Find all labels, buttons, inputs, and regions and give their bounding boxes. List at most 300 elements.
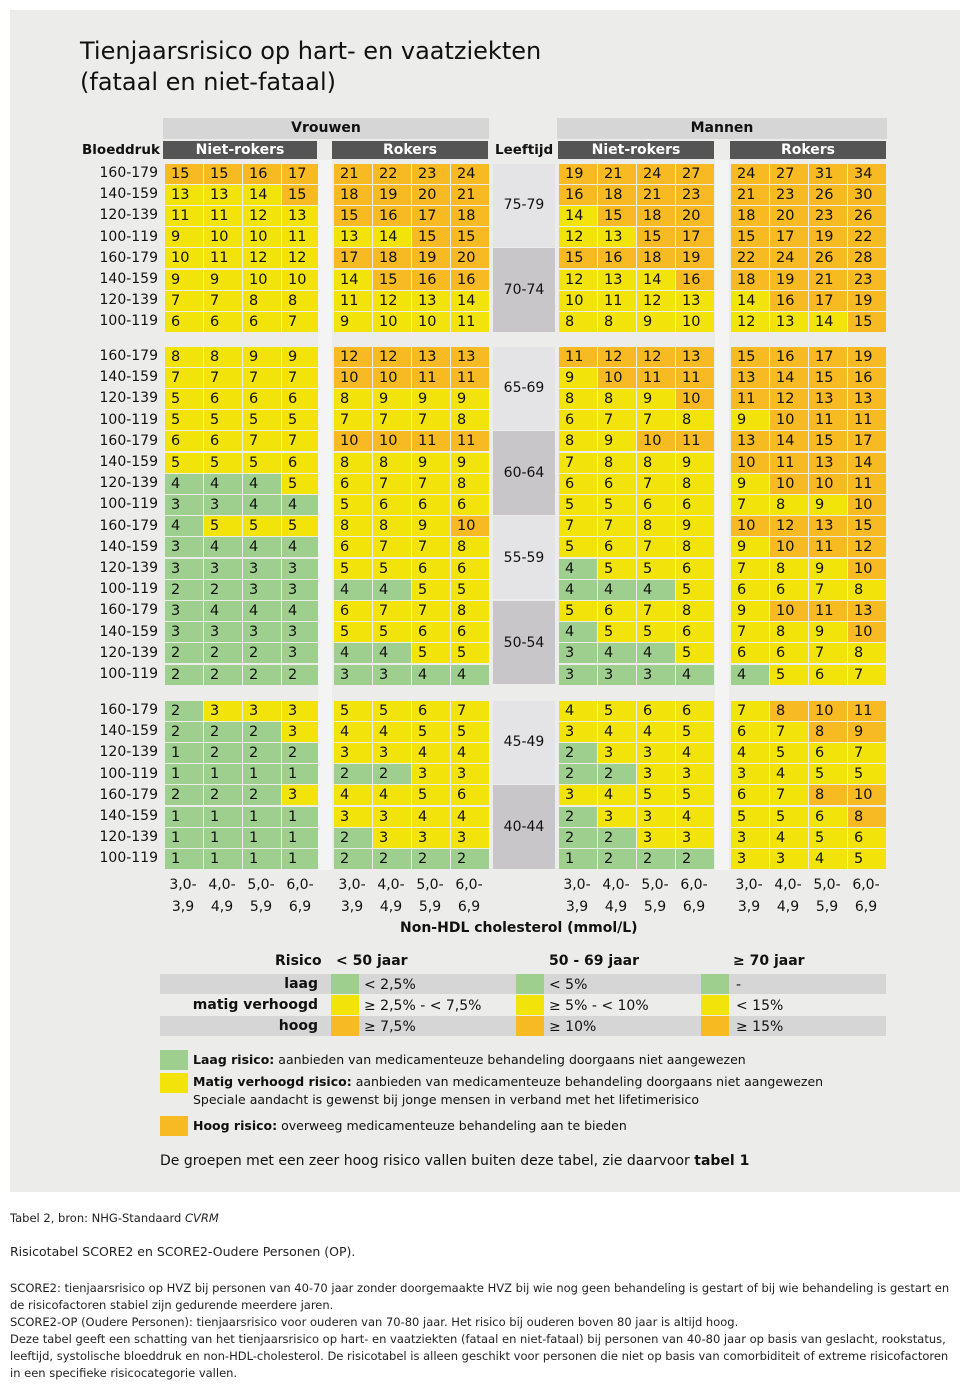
risk-cell: 11 — [637, 368, 675, 388]
risk-cell: 2 — [204, 643, 242, 663]
risk-cell: 6 — [809, 807, 847, 827]
risk-cell: 1 — [282, 764, 320, 784]
risk-cell: 10 — [598, 368, 636, 388]
risk-cell: 3 — [334, 743, 372, 763]
risk-cell: 3 — [559, 643, 597, 663]
risk-cell: 5 — [373, 559, 411, 579]
risk-cell: 8 — [598, 389, 636, 409]
risk-cell: 4 — [334, 785, 372, 805]
cholesterol-label-bottom: 4,9 — [210, 899, 234, 915]
bp-label: 120-139 — [99, 560, 158, 576]
risk-cell: 15 — [731, 347, 769, 367]
note-text: De groepen met een zeer hoog risico vallen buiten deze tabel, zie daarvoor tabel 1 — [160, 1153, 750, 1169]
risk-cell: 11 — [848, 410, 886, 430]
bp-label: 120-139 — [99, 390, 158, 407]
cholesterol-label-top: 6,0- — [455, 877, 483, 893]
risk-cell: 10 — [731, 453, 769, 473]
legend-label-low: laag — [284, 976, 318, 992]
risk-cell: 17 — [848, 431, 886, 451]
bp-label: 140-159 — [99, 723, 158, 740]
cholesterol-label — [332, 874, 372, 918]
risk-cell: 7 — [731, 701, 769, 721]
risk-cell: 4 — [637, 580, 675, 600]
risk-cell: 7 — [282, 431, 320, 451]
bp-label: 140-159 — [99, 623, 158, 640]
risk-cell: 2 — [243, 722, 281, 742]
risk-cell: 10 — [848, 559, 886, 579]
risk-cell: 3 — [676, 764, 714, 784]
risk-cell: 15 — [373, 270, 411, 290]
risk-cell: 6 — [676, 622, 714, 642]
bp-label: 120-139 — [99, 207, 158, 224]
risk-cell: 11 — [848, 701, 886, 721]
risk-cell: 19 — [848, 347, 886, 367]
footer-paragraph-3: Deze tabel geeft een schatting van het tienjaarsrisico op hart- en vaatziekten (fataal en niet-fataal) bij personen van 40-80 jaar op basis van geslacht, rookstatus, leeftijd, systolische bloeddruk en non-HDL-cholesterol. De risicotabel is alleen geschikt voor personen die niet op basis van comorbiditeit of extreme risicofactoren in een specifieke risicocategorie vallen. — [10, 1332, 949, 1380]
risk-cell: 5 — [165, 389, 203, 409]
risk-cell: 2 — [637, 849, 675, 869]
risk-cell: 7 — [731, 495, 769, 515]
risk-cell: 8 — [451, 601, 489, 621]
risk-cell: 8 — [334, 453, 372, 473]
risk-cell: 5 — [373, 701, 411, 721]
risk-cell: 3 — [373, 807, 411, 827]
risk-cell: 21 — [731, 185, 769, 205]
risk-cell: 11 — [334, 291, 372, 311]
risk-cell: 10 — [412, 312, 450, 332]
risk-cell: 8 — [559, 389, 597, 409]
risk-cell: 11 — [598, 291, 636, 311]
cholesterol-label — [596, 874, 636, 918]
risk-cell: 1 — [243, 764, 281, 784]
risk-cell: 2 — [243, 785, 281, 805]
risk-cell: 15 — [637, 227, 675, 247]
risk-cell: 16 — [770, 347, 808, 367]
risk-cell: 27 — [770, 164, 808, 184]
risk-cell: 19 — [412, 248, 450, 268]
risk-cell: 4 — [243, 495, 281, 515]
risk-cell: 10 — [770, 537, 808, 557]
legend-group-70-plus: ≥ 70 jaar — [733, 953, 805, 969]
risk-cell: 6 — [598, 474, 636, 494]
risk-cell: 12 — [243, 206, 281, 226]
risk-cell: 6 — [373, 495, 411, 515]
risk-cell: 5 — [676, 580, 714, 600]
risk-cell: 11 — [204, 206, 242, 226]
risk-cell: 5 — [334, 622, 372, 642]
risk-cell: 15 — [412, 227, 450, 247]
risk-cell: 10 — [373, 368, 411, 388]
risk-cell: 18 — [731, 270, 769, 290]
key-swatch-low — [160, 1050, 188, 1070]
risk-cell: 4 — [373, 643, 411, 663]
cholesterol-label-top: 4,0- — [377, 877, 405, 893]
age-group-label — [493, 516, 555, 599]
risk-cell: 3 — [334, 807, 372, 827]
risk-cell: 10 — [559, 291, 597, 311]
risk-cell: 7 — [598, 410, 636, 430]
risk-cell: 7 — [637, 537, 675, 557]
risk-cell: 9 — [731, 410, 769, 430]
risk-cell: 11 — [731, 389, 769, 409]
risk-cell: 8 — [165, 347, 203, 367]
risk-cell: 6 — [412, 701, 450, 721]
page-title — [80, 36, 541, 98]
cholesterol-label-top: 6,0- — [680, 877, 708, 893]
risk-cell: 7 — [770, 722, 808, 742]
cholesterol-label-top: 3,0- — [338, 877, 366, 893]
risk-cell: 2 — [165, 665, 203, 685]
risk-cell: 7 — [809, 643, 847, 663]
risk-cell: 6 — [731, 722, 769, 742]
risk-cell: 7 — [770, 785, 808, 805]
age-group-text: 45-49 — [503, 734, 545, 751]
risk-cell: 14 — [770, 368, 808, 388]
men-header: Mannen — [557, 118, 887, 139]
risk-cell: 3 — [282, 559, 320, 579]
risk-cell: 12 — [373, 347, 411, 367]
risk-cell: 4 — [204, 601, 242, 621]
risk-cell: 6 — [204, 431, 242, 451]
risk-cell: 21 — [451, 185, 489, 205]
age-group-label — [493, 431, 555, 514]
cholesterol-label-bottom: 6,9 — [457, 899, 481, 915]
legend-mod-50-69: ≥ 5% - < 10% — [549, 998, 649, 1014]
risk-cell: 11 — [204, 248, 242, 268]
bp-label: 160-179 — [99, 165, 158, 181]
legend-swatch-high-3 — [701, 1016, 729, 1036]
risk-cell: 2 — [204, 743, 242, 763]
risk-cell: 3 — [731, 828, 769, 848]
risk-cell: 17 — [334, 248, 372, 268]
risk-cell: 8 — [770, 495, 808, 515]
legend-swatch-low-3 — [701, 974, 729, 994]
risk-cell: 8 — [848, 643, 886, 663]
risk-cell: 3 — [373, 665, 411, 685]
risk-cell: 6 — [731, 785, 769, 805]
risk-cell: 4 — [731, 665, 769, 685]
risk-cell: 6 — [412, 495, 450, 515]
risk-cell: 8 — [637, 453, 675, 473]
risk-cell: 7 — [412, 601, 450, 621]
risk-cell: 11 — [165, 206, 203, 226]
risk-cell: 2 — [165, 580, 203, 600]
bp-label: 160-179 — [99, 432, 158, 449]
risk-cell: 23 — [809, 206, 847, 226]
risk-cell: 19 — [373, 185, 411, 205]
bp-label: 100-119 — [99, 228, 158, 245]
risk-cell: 9 — [848, 722, 886, 742]
risk-cell: 12 — [731, 312, 769, 332]
risk-cell: 26 — [809, 185, 847, 205]
key-text-moderate-2: Speciale aandacht is gewenst bij jonge mensen in verband met het lifetimerisico — [193, 1092, 700, 1107]
risk-cell: 7 — [809, 580, 847, 600]
key-text-low: Laag risico: aanbieden van medicamenteuze behandeling doorgaans niet aangewezen — [193, 1052, 746, 1067]
risk-cell: 5 — [243, 516, 281, 536]
risk-cell: 8 — [334, 389, 372, 409]
risk-cell: 4 — [559, 701, 597, 721]
risk-cell: 9 — [165, 227, 203, 247]
age-group-text: 40-44 — [503, 818, 545, 835]
risk-cell: 3 — [559, 785, 597, 805]
risk-cell: 4 — [165, 516, 203, 536]
risk-cell: 8 — [676, 474, 714, 494]
risk-cell: 16 — [676, 270, 714, 290]
risk-cell: 18 — [334, 185, 372, 205]
legend-label-high: hoog — [278, 1018, 318, 1034]
risk-cell: 7 — [204, 291, 242, 311]
risk-cell: 3 — [637, 764, 675, 784]
risk-cell: 7 — [559, 516, 597, 536]
risk-cell: 10 — [243, 227, 281, 247]
risk-cell: 7 — [373, 474, 411, 494]
risk-cell: 12 — [770, 389, 808, 409]
risk-cell: 4 — [334, 580, 372, 600]
age-group-label — [493, 164, 555, 247]
risk-cell: 5 — [559, 537, 597, 557]
risk-cell: 11 — [770, 453, 808, 473]
risk-cell: 8 — [770, 622, 808, 642]
bp-label: 160-179 — [99, 702, 158, 718]
risk-cell: 1 — [204, 764, 242, 784]
age-group-label — [493, 248, 555, 331]
risk-cell: 10 — [731, 516, 769, 536]
cholesterol-label-bottom: 5,9 — [643, 899, 667, 915]
risk-cell: 8 — [676, 601, 714, 621]
risk-cell: 6 — [451, 622, 489, 642]
risk-cell: 5 — [204, 516, 242, 536]
risk-cell: 2 — [165, 785, 203, 805]
risk-cell: 13 — [282, 206, 320, 226]
bp-label: 100-119 — [99, 411, 158, 428]
risk-cell: 17 — [809, 291, 847, 311]
risk-cell: 15 — [809, 368, 847, 388]
risk-cell: 3 — [676, 828, 714, 848]
risk-cell: 5 — [334, 495, 372, 515]
legend-group-under-50: < 50 jaar — [336, 953, 408, 969]
legend-low-under-50: < 2,5% — [364, 977, 416, 993]
risk-cell: 2 — [559, 828, 597, 848]
risk-cell: 5 — [282, 410, 320, 430]
column-separator — [715, 160, 729, 870]
cholesterol-label-bottom: 6,9 — [682, 899, 706, 915]
risk-cell: 1 — [204, 849, 242, 869]
key-swatch-high — [160, 1116, 188, 1136]
risk-cell: 16 — [451, 270, 489, 290]
risk-cell: 11 — [451, 431, 489, 451]
risk-cell: 2 — [559, 807, 597, 827]
cholesterol-label-bottom: 4,9 — [604, 899, 628, 915]
risk-cell: 3 — [637, 828, 675, 848]
legend-swatch-low-2 — [516, 974, 544, 994]
risk-cell: 10 — [676, 389, 714, 409]
risk-cell: 9 — [809, 559, 847, 579]
risk-cell: 12 — [598, 347, 636, 367]
risk-cell: 16 — [243, 164, 281, 184]
risk-cell: 4 — [412, 807, 450, 827]
cholesterol-label — [371, 874, 411, 918]
risk-cell: 11 — [451, 312, 489, 332]
cholesterol-label — [241, 874, 281, 918]
risk-cell: 8 — [282, 291, 320, 311]
risk-cell: 18 — [451, 206, 489, 226]
risk-cell: 5 — [676, 785, 714, 805]
risk-cell: 9 — [165, 270, 203, 290]
risk-cell: 9 — [676, 516, 714, 536]
age-group-text: 70-74 — [503, 281, 545, 298]
cholesterol-label — [674, 874, 714, 918]
risk-cell: 2 — [165, 722, 203, 742]
risk-cell: 3 — [559, 665, 597, 685]
risk-cell: 7 — [412, 410, 450, 430]
risk-cell: 13 — [809, 389, 847, 409]
bp-label: 100-119 — [99, 313, 158, 330]
risk-cell: 1 — [165, 743, 203, 763]
risk-cell: 8 — [809, 722, 847, 742]
bp-label: 100-119 — [99, 496, 158, 513]
legend-mod-under-50: ≥ 2,5% - < 7,5% — [364, 998, 482, 1014]
risk-cell: 8 — [637, 516, 675, 536]
risk-cell: 7 — [451, 701, 489, 721]
cholesterol-label-top: 3,0- — [169, 877, 197, 893]
risk-cell: 2 — [334, 828, 372, 848]
risk-cell: 14 — [559, 206, 597, 226]
risk-cell: 22 — [373, 164, 411, 184]
risk-cell: 9 — [731, 474, 769, 494]
women-non-smokers-header: Niet-rokers — [163, 141, 317, 159]
risk-cell: 12 — [637, 291, 675, 311]
risk-cell: 8 — [809, 785, 847, 805]
risk-cell: 3 — [204, 701, 242, 721]
risk-cell: 6 — [676, 559, 714, 579]
risk-cell: 9 — [809, 622, 847, 642]
cholesterol-label — [280, 874, 320, 918]
risk-cell: 1 — [204, 828, 242, 848]
risk-cell: 3 — [282, 580, 320, 600]
risk-cell: 14 — [373, 227, 411, 247]
cholesterol-label — [729, 874, 769, 918]
age-group-text: 60-64 — [503, 464, 545, 481]
risk-cell: 13 — [412, 291, 450, 311]
cholesterol-label — [846, 874, 886, 918]
risk-cell: 6 — [282, 389, 320, 409]
risk-cell: 10 — [848, 622, 886, 642]
risk-cell: 14 — [334, 270, 372, 290]
title-line-2: (fataal en niet-fataal) — [80, 68, 336, 96]
risk-cell: 11 — [412, 431, 450, 451]
risk-cell: 17 — [770, 227, 808, 247]
cholesterol-label-bottom: 4,9 — [776, 899, 800, 915]
risk-cell: 10 — [165, 248, 203, 268]
cholesterol-label — [635, 874, 675, 918]
bp-label: 120-139 — [99, 644, 158, 661]
bp-label: 100-119 — [99, 581, 158, 598]
risk-cell: 15 — [282, 185, 320, 205]
cholesterol-label-bottom: 4,9 — [379, 899, 403, 915]
cholesterol-label-bottom: 3,9 — [565, 899, 589, 915]
cholesterol-label-top: 5,0- — [813, 877, 841, 893]
risk-cell: 18 — [731, 206, 769, 226]
risk-cell: 4 — [334, 643, 372, 663]
risk-cell: 6 — [412, 622, 450, 642]
risk-cell: 6 — [559, 474, 597, 494]
age-group-text: 55-59 — [503, 549, 545, 566]
risk-cell: 3 — [165, 622, 203, 642]
risk-cell: 7 — [731, 622, 769, 642]
risk-cell: 18 — [637, 206, 675, 226]
risk-cell: 22 — [848, 227, 886, 247]
risk-cell: 1 — [282, 828, 320, 848]
bp-label: 160-179 — [99, 786, 158, 803]
risk-cell: 5 — [243, 410, 281, 430]
risk-cell: 14 — [848, 453, 886, 473]
risk-cell: 3 — [282, 701, 320, 721]
risk-cell: 24 — [770, 248, 808, 268]
risk-cell: 7 — [637, 410, 675, 430]
risk-cell: 2 — [282, 743, 320, 763]
risk-cell: 7 — [637, 474, 675, 494]
risk-cell: 6 — [165, 431, 203, 451]
risk-cell: 3 — [451, 828, 489, 848]
cholesterol-label — [202, 874, 242, 918]
risk-cell: 3 — [598, 665, 636, 685]
risk-cell: 4 — [559, 622, 597, 642]
bp-label: 140-159 — [99, 454, 158, 470]
legend-swatch-high-1 — [331, 1016, 359, 1036]
risk-cell: 6 — [165, 312, 203, 332]
risk-cell: 15 — [334, 206, 372, 226]
age-group-label — [493, 785, 555, 868]
risk-cell: 3 — [282, 722, 320, 742]
bp-label: 140-159 — [99, 186, 158, 203]
risk-cell: 16 — [373, 206, 411, 226]
risk-cell: 3 — [243, 701, 281, 721]
risk-cell: 11 — [676, 368, 714, 388]
risk-cell: 2 — [243, 743, 281, 763]
legend-high-under-50: ≥ 7,5% — [364, 1019, 416, 1035]
risk-cell: 10 — [770, 601, 808, 621]
risk-cell: 2 — [373, 849, 411, 869]
cholesterol-label — [768, 874, 808, 918]
risk-cell: 3 — [282, 622, 320, 642]
risk-cell: 3 — [373, 828, 411, 848]
legend-high-50-69: ≥ 10% — [549, 1019, 597, 1035]
risk-cell: 6 — [451, 559, 489, 579]
risk-cell: 14 — [770, 431, 808, 451]
risk-cell: 27 — [676, 164, 714, 184]
risk-cell: 5 — [770, 743, 808, 763]
risk-cell: 7 — [282, 368, 320, 388]
cholesterol-label-top: 3,0- — [735, 877, 763, 893]
risk-cell: 13 — [848, 389, 886, 409]
risk-cell: 13 — [204, 185, 242, 205]
risk-cell: 5 — [770, 807, 808, 827]
risk-cell: 23 — [848, 270, 886, 290]
risk-cell: 22 — [731, 248, 769, 268]
risk-cell: 13 — [165, 185, 203, 205]
risk-cell: 17 — [282, 164, 320, 184]
cholesterol-label-top: 6,0- — [852, 877, 880, 893]
risk-cell: 2 — [559, 764, 597, 784]
risk-cell: 12 — [848, 537, 886, 557]
risk-cell: 6 — [334, 601, 372, 621]
cholesterol-label — [410, 874, 450, 918]
footer-caption: Risicotabel SCORE2 en SCORE2-Oudere Personen (OP). — [10, 1244, 356, 1259]
risk-cell: 4 — [637, 643, 675, 663]
risk-cell: 20 — [676, 206, 714, 226]
risk-cell: 3 — [243, 622, 281, 642]
risk-cell: 13 — [676, 291, 714, 311]
risk-cell: 7 — [204, 368, 242, 388]
